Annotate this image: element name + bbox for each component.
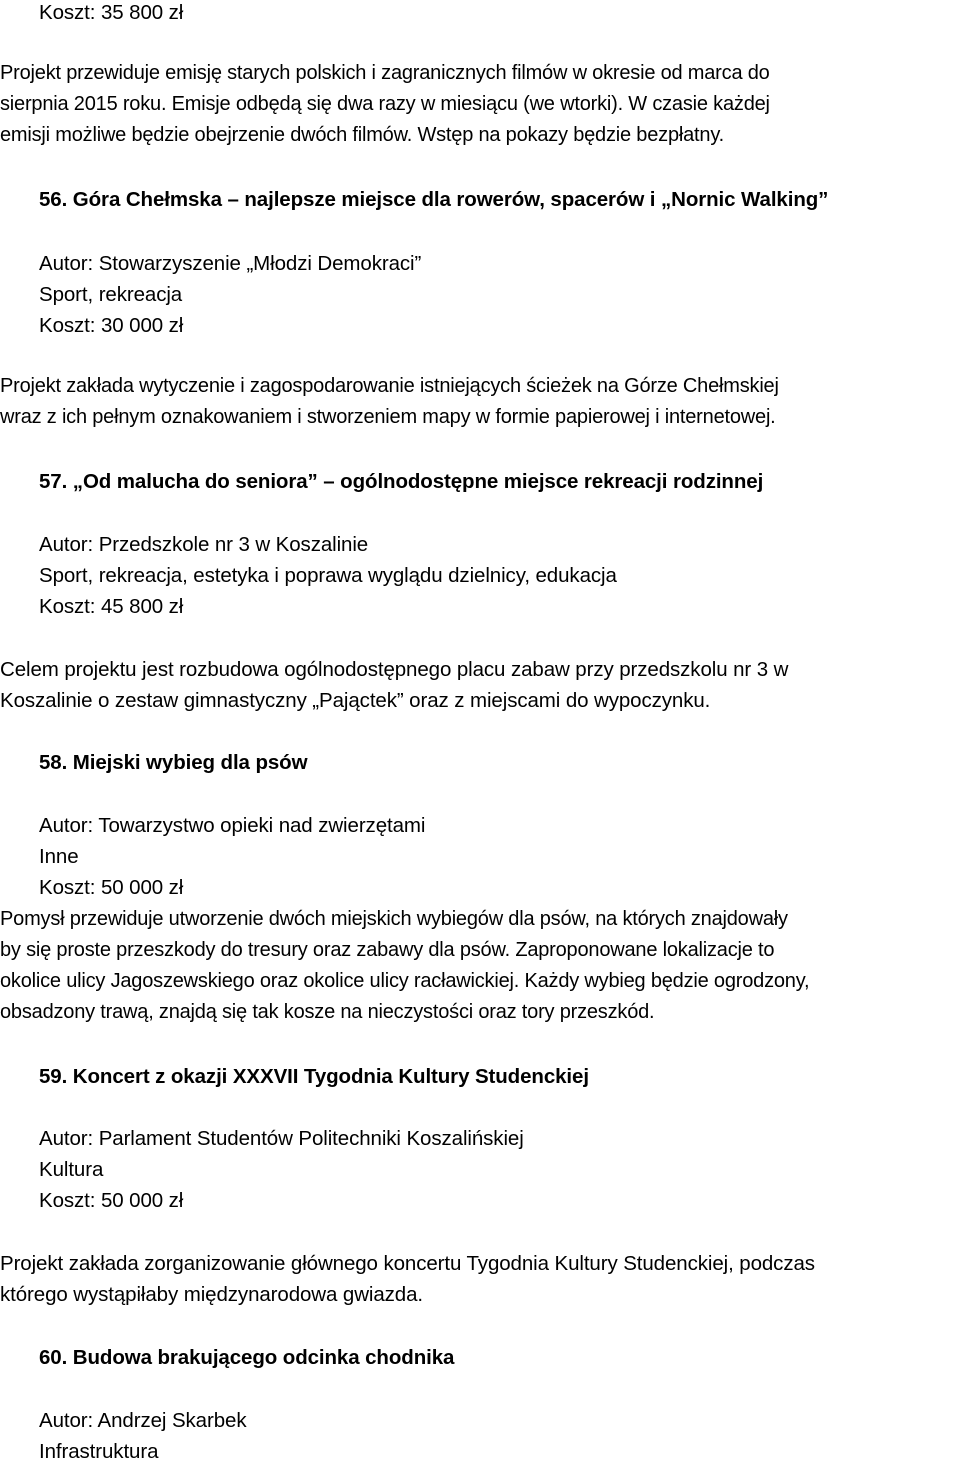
project-title: 58. Miejski wybieg dla psów (39, 751, 308, 774)
project-description-line: Koszalinie o zestaw gimnastyczny „Pająctek” oraz z miejscami do wypoczynku. (0, 689, 711, 712)
project-author: Autor: Przedszkole nr 3 w Koszalinie (39, 533, 369, 556)
project-author: Autor: Stowarzyszenie „Młodzi Demokraci” (39, 252, 422, 275)
project-author: Autor: Towarzystwo opieki nad zwierzętami (39, 814, 426, 837)
project-category: Sport, rekreacja, estetyka i poprawa wyglądu dzielnicy, edukacja (39, 564, 617, 587)
intro-cost: Koszt: 35 800 zł (39, 1, 184, 24)
project-category: Infrastruktura (39, 1440, 159, 1463)
project-description-line: by się proste przeszkody do tresury oraz zabawy dla psów. Zaproponowane lokalizacje to (0, 939, 775, 961)
project-description-line: wraz z ich pełnym oznakowaniem i stworzeniem mapy w formie papierowej i internetowej. (0, 406, 776, 428)
intro-description-line: emisji możliwe będzie obejrzenie dwóch filmów. Wstęp na pokazy będzie bezpłatny. (0, 124, 724, 146)
project-category: Inne (39, 845, 79, 868)
project-description-line: okolice ulicy Jagoszewskiego oraz okolice ulicy racławickiej. Każdy wybieg będzie ogrodzony, (0, 970, 810, 992)
project-cost: Koszt: 30 000 zł (39, 314, 184, 337)
project-author: Autor: Parlament Studentów Politechniki Koszalińskiej (39, 1127, 524, 1150)
project-category: Kultura (39, 1158, 104, 1181)
project-title: 57. „Od malucha do seniora” – ogólnodostępne miejsce rekreacji rodzinnej (39, 470, 764, 493)
project-description-line: obsadzony trawą, znajdą się tak kosze na nieczystości oraz tory przeszkód. (0, 1001, 655, 1023)
project-description-line: Celem projektu jest rozbudowa ogólnodostępnego placu zabaw przy przedszkolu nr 3 w (0, 658, 789, 681)
project-cost: Koszt: 50 000 zł (39, 876, 184, 899)
project-title: 60. Budowa brakującego odcinka chodnika (39, 1346, 455, 1369)
project-description-line: Projekt zakłada wytyczenie i zagospodarowanie istniejących ścieżek na Górze Chełmskiej (0, 375, 779, 397)
project-cost: Koszt: 45 800 zł (39, 595, 184, 618)
project-description-line: Projekt zakłada zorganizowanie głównego koncertu Tygodnia Kultury Studenckiej, podczas (0, 1252, 815, 1275)
project-description-line: Pomysł przewiduje utworzenie dwóch miejskich wybiegów dla psów, na których znajdowały (0, 908, 788, 930)
project-title: 59. Koncert z okazji XXXVII Tygodnia Kultury Studenckiej (39, 1065, 589, 1088)
project-author: Autor: Andrzej Skarbek (39, 1409, 247, 1432)
project-title: 56. Góra Chełmska – najlepsze miejsce dla rowerów, spacerów i „Nornic Walking” (39, 188, 829, 211)
project-cost: Koszt: 50 000 zł (39, 1189, 184, 1212)
project-category: Sport, rekreacja (39, 283, 183, 306)
intro-description-line: sierpnia 2015 roku. Emisje odbędą się dwa razy w miesiącu (we wtorki). W czasie każdej (0, 93, 770, 115)
project-description-line: którego wystąpiłaby międzynarodowa gwiazda. (0, 1283, 424, 1306)
intro-description-line: Projekt przewiduje emisję starych polskich i zagranicznych filmów w okresie od marca do (0, 62, 770, 84)
